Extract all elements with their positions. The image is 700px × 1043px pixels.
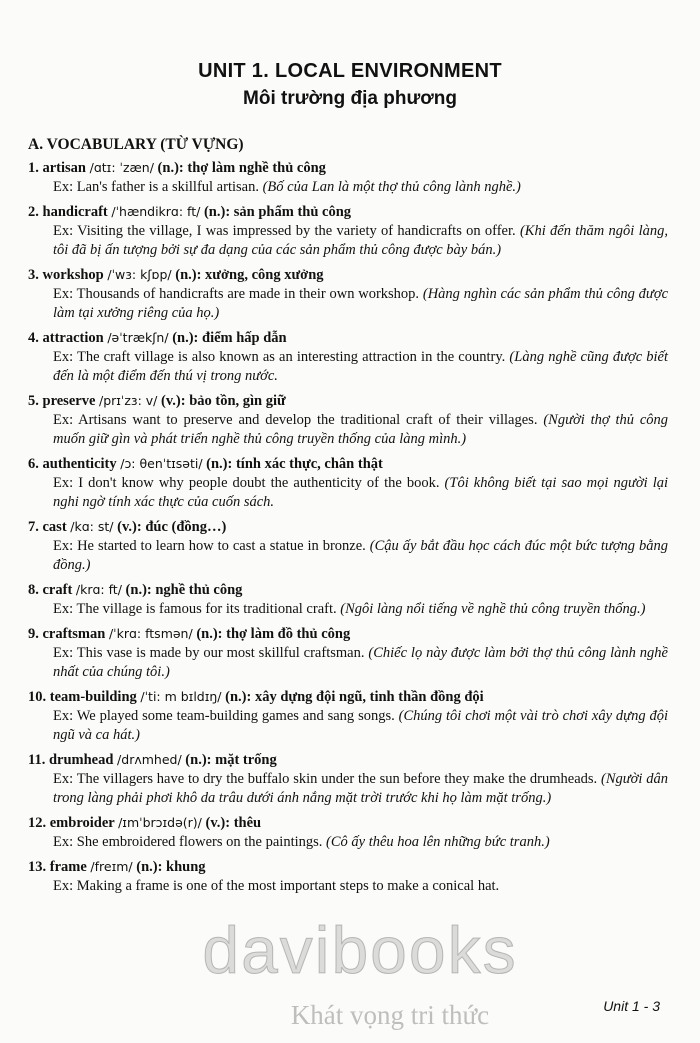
entry-ipa: /ˈti: m bɪldɪŋ/ bbox=[140, 689, 222, 704]
example-sentence: Ex: The craft village is also known as an interesting attraction in the country. bbox=[53, 349, 506, 365]
example-sentence: Ex: The villagers have to dry the buffalo skin under the sun before they make the drumheads. bbox=[53, 771, 598, 787]
entry-meaning: thêu bbox=[233, 815, 262, 831]
entry-ipa: /ɔ: θenˈtɪsəti/ bbox=[120, 456, 203, 471]
entry-headword-line bbox=[28, 813, 668, 833]
entry-part-of-speech: (n.): bbox=[206, 456, 233, 472]
example-translation: (Người dân trong làng phải phơi khô da trâu dưới ánh nắng mặt trời trước khi họ làm mặt trống.) bbox=[53, 771, 668, 806]
publisher-watermark-logo: davibooks bbox=[202, 913, 518, 987]
entry-word: workshop bbox=[42, 267, 104, 283]
vocabulary-entry bbox=[28, 158, 668, 197]
entry-example bbox=[53, 644, 668, 682]
entry-meaning: điểm hấp dẫn bbox=[202, 330, 287, 346]
entry-word: cast bbox=[42, 519, 67, 535]
example-sentence: Ex: Visiting the village, I was impressed by the variety of handicrafts on offer. bbox=[53, 223, 516, 239]
entry-example bbox=[53, 600, 668, 619]
entry-example bbox=[53, 537, 668, 575]
entry-headword-line bbox=[28, 857, 668, 877]
example-translation: (Làng nghề cũng được biết đến là một điểm đến thú vị trong nước. bbox=[53, 349, 669, 384]
entry-meaning: mặt trống bbox=[215, 752, 277, 768]
entry-part-of-speech: (n.): bbox=[157, 160, 184, 176]
entry-meaning: xây dựng đội ngũ, tinh thần đồng đội bbox=[254, 689, 484, 705]
entry-headword-line bbox=[28, 265, 668, 285]
entry-headword-line bbox=[28, 580, 668, 600]
entry-example bbox=[53, 222, 668, 260]
entry-meaning: thợ làm nghề thủ công bbox=[187, 160, 326, 176]
entry-part-of-speech: (v.): bbox=[117, 519, 142, 535]
entry-word: attraction bbox=[42, 330, 104, 346]
entry-part-of-speech: (n.): bbox=[185, 752, 212, 768]
example-sentence: Ex: He started to learn how to cast a statue in bronze. bbox=[53, 538, 366, 554]
vocabulary-entry bbox=[28, 391, 668, 449]
entry-example bbox=[53, 474, 668, 512]
entry-ipa: /prɪˈzɜ: v/ bbox=[99, 393, 158, 408]
vocabulary-entry bbox=[28, 813, 668, 852]
vocabulary-entry bbox=[28, 517, 668, 575]
entry-headword-line bbox=[28, 517, 668, 537]
entry-headword-line bbox=[28, 454, 668, 474]
page-number: Unit 1 - 3 bbox=[603, 998, 660, 1014]
entry-ipa: /ˈhændikrɑ: ft/ bbox=[111, 204, 201, 219]
example-translation: (Người thợ thủ công muốn giữ gìn và phát triển nghề thủ công truyền thống của làng mình.) bbox=[53, 412, 669, 447]
example-translation: (Cô ấy thêu hoa lên những bức tranh.) bbox=[326, 834, 550, 850]
example-sentence: Ex: I don't know why people doubt the authenticity of the book. bbox=[53, 475, 440, 491]
entry-number: 13. bbox=[28, 859, 47, 875]
entry-part-of-speech: (n.): bbox=[136, 859, 163, 875]
entry-part-of-speech: (n.): bbox=[172, 330, 199, 346]
entry-headword-line bbox=[28, 687, 668, 707]
entry-ipa: /freɪm/ bbox=[90, 859, 133, 874]
entry-word: handicraft bbox=[42, 204, 108, 220]
entry-word: drumhead bbox=[48, 752, 114, 768]
entry-headword-line bbox=[28, 202, 668, 222]
entry-word: authenticity bbox=[42, 456, 117, 472]
entry-number: 2. bbox=[28, 204, 39, 220]
vocabulary-entry bbox=[28, 202, 668, 260]
entry-number: 8. bbox=[28, 582, 39, 598]
entry-ipa: /krɑ: ft/ bbox=[75, 582, 122, 597]
entry-word: preserve bbox=[42, 393, 96, 409]
vocabulary-entry bbox=[28, 687, 668, 745]
example-sentence: Ex: Artisans want to preserve and develop the traditional craft of their villages. bbox=[53, 412, 538, 428]
vocabulary-entry bbox=[28, 328, 668, 386]
entry-meaning: bảo tồn, gìn giữ bbox=[189, 393, 286, 409]
example-translation: (Khi đến thăm ngôi làng, tôi đã bị ấn tượng bởi sự đa dạng của các sản phẩm thủ công được bày bán.) bbox=[53, 223, 669, 258]
unit-title: UNIT 1. LOCAL ENVIRONMENT bbox=[198, 60, 502, 82]
vocabulary-entry bbox=[28, 580, 668, 619]
example-sentence: Ex: The village is famous for its traditional craft. bbox=[53, 601, 337, 617]
entry-word: craft bbox=[42, 582, 73, 598]
entry-meaning: thợ làm đồ thủ công bbox=[226, 626, 351, 642]
entry-ipa: /əˈtrækʃn/ bbox=[107, 330, 169, 345]
example-translation: (Cậu ấy bắt đầu học cách đúc một bức tượng bằng đồng.) bbox=[53, 538, 668, 573]
entry-number: 4. bbox=[28, 330, 39, 346]
section-heading: A. VOCABULARY (TỪ VỰNG) bbox=[28, 136, 244, 153]
entry-part-of-speech: (v.): bbox=[161, 393, 186, 409]
example-sentence: Ex: Thousands of handicrafts are made in their own workshop. bbox=[53, 286, 420, 302]
entry-example bbox=[53, 178, 668, 197]
unit-subtitle: Môi trường địa phương bbox=[243, 88, 457, 109]
vocabulary-entry bbox=[28, 265, 668, 323]
entry-headword-line bbox=[28, 624, 668, 644]
entry-example bbox=[53, 348, 668, 386]
entry-ipa: /kɑ: st/ bbox=[70, 519, 114, 534]
entry-example bbox=[53, 411, 668, 449]
example-translation: (Chúng tôi chơi một vài trò chơi xây dựng đội ngũ và ca hát.) bbox=[53, 708, 668, 743]
example-sentence: Ex: Making a frame is one of the most important steps to make a conical hat. bbox=[53, 878, 500, 894]
vocabulary-entry bbox=[28, 857, 668, 896]
vocabulary-list bbox=[28, 158, 668, 896]
entry-number: 1. bbox=[28, 160, 39, 176]
entry-example bbox=[53, 707, 668, 745]
entry-example bbox=[53, 285, 668, 323]
example-translation: (Ngôi làng nổi tiếng về nghề thủ công truyền thống.) bbox=[340, 601, 646, 617]
entry-meaning: sản phẩm thủ công bbox=[233, 204, 352, 220]
entry-headword-line bbox=[28, 158, 668, 178]
entry-number: 11. bbox=[28, 752, 46, 768]
example-translation: (Chiếc lọ này được làm bởi thợ thủ công lành nghề nhất của chúng tôi.) bbox=[53, 645, 668, 680]
entry-part-of-speech: (n.): bbox=[196, 626, 223, 642]
example-sentence: Ex: Lan's father is a skillful artisan. bbox=[53, 179, 259, 195]
entry-ipa: /drʌmhed/ bbox=[117, 752, 182, 767]
entry-example bbox=[53, 877, 668, 896]
example-translation: (Tôi không biết tại sao mọi người lại nghi ngờ tính xác thực của cuốn sách. bbox=[53, 475, 668, 510]
entry-part-of-speech: (n.): bbox=[203, 204, 231, 220]
entry-meaning: tính xác thực, chân thật bbox=[235, 456, 383, 472]
entry-word: artisan bbox=[42, 160, 86, 176]
entry-word: frame bbox=[49, 859, 87, 875]
example-sentence: Ex: She embroidered flowers on the paintings. bbox=[53, 834, 323, 850]
entry-number: 3. bbox=[28, 267, 39, 283]
entry-headword-line bbox=[28, 750, 668, 770]
example-sentence: Ex: We played some team-building games and sang songs. bbox=[53, 708, 395, 724]
entry-number: 6. bbox=[28, 456, 39, 472]
entry-example bbox=[53, 833, 668, 852]
watermark-tagline: Khát vọng tri thức bbox=[290, 1000, 490, 1030]
entry-part-of-speech: (v.): bbox=[205, 815, 231, 831]
example-sentence: Ex: This vase is made by our most skillful craftsman. bbox=[53, 645, 365, 661]
entry-ipa: /ˈwɜ: kʃɒp/ bbox=[107, 267, 172, 282]
entry-number: 9. bbox=[28, 626, 39, 642]
entry-number: 12. bbox=[28, 815, 47, 831]
entry-ipa: /ˈkrɑ: ftsmən/ bbox=[108, 626, 193, 641]
entry-example bbox=[53, 770, 668, 808]
entry-ipa: /ɑtɪ: ˈzæn/ bbox=[89, 160, 154, 175]
entry-ipa: /ɪmˈbrɔɪdə(r)/ bbox=[118, 815, 202, 830]
entry-headword-line bbox=[28, 328, 668, 348]
entry-meaning: xưởng, công xưởng bbox=[205, 267, 324, 283]
vocabulary-entry bbox=[28, 750, 668, 808]
entry-meaning: khung bbox=[166, 859, 206, 875]
entry-word: team-building bbox=[49, 689, 137, 705]
entry-meaning: nghề thủ công bbox=[155, 582, 243, 598]
entry-number: 7. bbox=[28, 519, 39, 535]
vocabulary-entry bbox=[28, 624, 668, 682]
entry-word: craftsman bbox=[42, 626, 106, 642]
entry-number: 10. bbox=[28, 689, 47, 705]
entry-part-of-speech: (n.): bbox=[125, 582, 152, 598]
entry-part-of-speech: (n.): bbox=[225, 689, 252, 705]
entry-part-of-speech: (n.): bbox=[175, 267, 202, 283]
vocabulary-entry bbox=[28, 454, 668, 512]
entry-number: 5. bbox=[28, 393, 39, 409]
entry-meaning: đúc (đồng…) bbox=[145, 519, 227, 535]
entry-word: embroider bbox=[49, 815, 115, 831]
vocabulary-section bbox=[28, 135, 668, 901]
example-translation: (Hàng nghìn các sản phẩm thủ công được làm tại xưởng riêng của họ.) bbox=[53, 286, 669, 321]
example-translation: (Bố của Lan là một thợ thủ công lành nghề.) bbox=[262, 179, 521, 195]
entry-headword-line bbox=[28, 391, 668, 411]
